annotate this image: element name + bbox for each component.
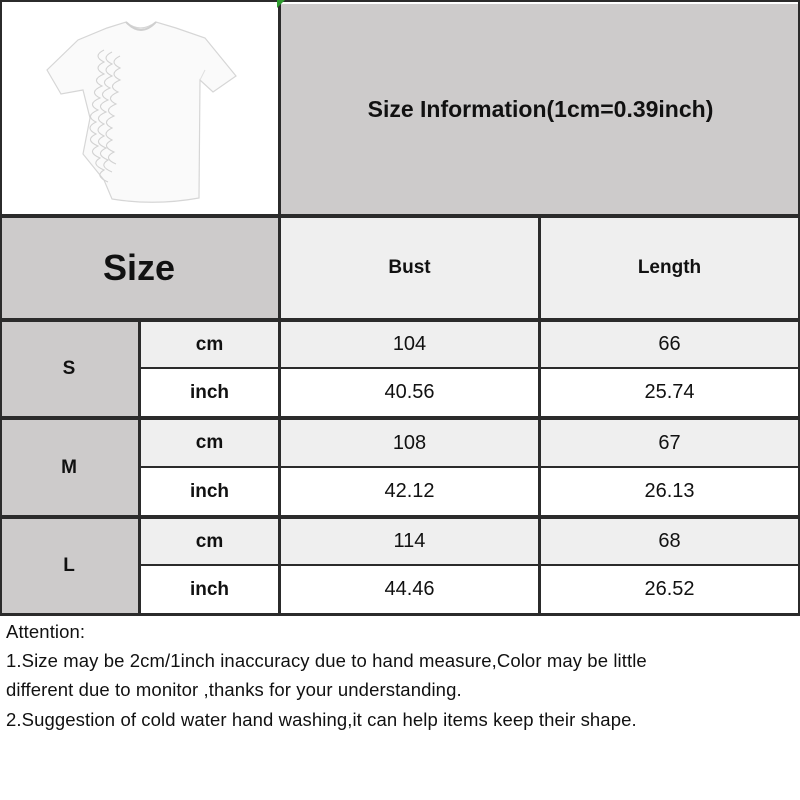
unit-label: cm bbox=[195, 432, 224, 453]
size-label-l: L bbox=[63, 555, 75, 576]
product-image-panel bbox=[0, 0, 278, 214]
tshirt-image bbox=[0, 0, 278, 214]
length-value: 25.74 bbox=[644, 381, 695, 403]
attention-heading: Attention: bbox=[6, 621, 86, 642]
page-title: Size Information(1cm=0.39inch) bbox=[367, 95, 714, 122]
length-value: 68 bbox=[658, 530, 681, 552]
bust-value: 108 bbox=[392, 431, 427, 454]
bust-value: 104 bbox=[392, 333, 427, 355]
size-column-header: Size bbox=[102, 247, 176, 288]
note-line: different due to monitor ,thanks for your understanding. bbox=[6, 679, 462, 700]
length-value: 26.52 bbox=[644, 578, 695, 600]
length-column-header: Length bbox=[637, 257, 702, 278]
size-label-s: S bbox=[62, 358, 76, 379]
length-value: 67 bbox=[658, 431, 681, 454]
length-value: 26.13 bbox=[644, 480, 695, 502]
unit-label: cm bbox=[195, 530, 224, 552]
unit-label: inch bbox=[189, 381, 230, 403]
bust-value: 44.46 bbox=[384, 578, 435, 600]
unit-label: cm bbox=[195, 333, 224, 355]
grid-line bbox=[0, 613, 800, 616]
length-value: 66 bbox=[658, 333, 681, 355]
bust-value: 114 bbox=[393, 530, 426, 552]
note-line: 2.Suggestion of cold water hand washing,it can help items keep their shape. bbox=[6, 709, 637, 730]
grid-line bbox=[0, 0, 800, 2]
size-label-m: M bbox=[61, 456, 77, 478]
note-line: 1.Size may be 2cm/1inch inaccuracy due to hand measure,Color may be little bbox=[6, 650, 647, 671]
unit-label: inch bbox=[189, 480, 230, 502]
bust-value: 40.56 bbox=[384, 381, 435, 403]
bust-value: 42.12 bbox=[384, 480, 435, 502]
unit-label: inch bbox=[189, 578, 230, 600]
bust-column-header: Bust bbox=[388, 257, 431, 278]
